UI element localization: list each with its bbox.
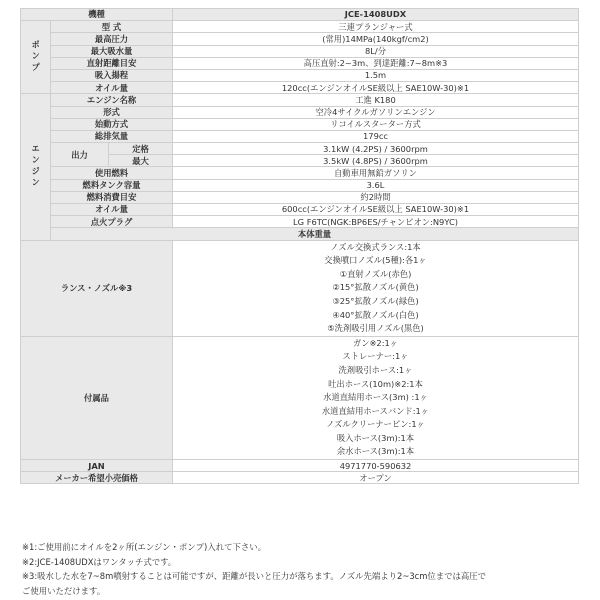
table-row (21, 69, 579, 81)
row-value: 120cc(エンジンオイルSE級以上 SAE10W-30)※1 (173, 82, 579, 94)
row-value: 8L/分 (173, 45, 579, 57)
row-value: 三連プランジャー式 (173, 21, 579, 33)
row-value: 179cc (173, 130, 579, 142)
table-row (21, 118, 579, 130)
row-value: 1.5m (173, 69, 579, 81)
row-label: 本体重量 (51, 228, 579, 240)
output-label: 出力 (51, 143, 109, 167)
row-label: 最大吸水量 (51, 45, 173, 57)
list-item: 吐出ホース(10m)※2:1本 (328, 378, 423, 389)
accessories-label: 付属品 (21, 336, 173, 459)
list-item: 余水ホース(3m):1本 (336, 446, 415, 457)
list-item: ノズル交換式ランス:1本 (330, 241, 421, 252)
list-item: ガン※2:1ヶ (352, 337, 399, 348)
row-label: オイル量 (51, 82, 173, 94)
row-value: (常用)14MPa(140kgf/cm2) (173, 33, 579, 45)
list-item: ノズルクリーナーピン:1ヶ (326, 419, 425, 430)
accessories-items (173, 336, 579, 459)
table-header-row (21, 9, 579, 21)
row-label: オイル量 (51, 204, 173, 216)
row-label: 最高圧力 (51, 33, 173, 45)
row-label: 燃料タンク容量 (51, 179, 173, 191)
list-item: 水道直結用ホースバンド:1ヶ (321, 405, 430, 416)
row-label: エンジン名称 (51, 94, 173, 106)
table-row (21, 94, 579, 106)
footnote: ※2:JCE-1408UDXはワンタッチ式です。 (22, 556, 177, 567)
engine-section-label: エンジン (21, 94, 51, 240)
accessories-row (21, 336, 579, 459)
list-item: 水道直結用ホース(3m) :1ヶ (323, 392, 428, 403)
row-value: 約2時間 (173, 191, 579, 203)
row-label: 最大 (109, 155, 173, 167)
row-label: 定格 (109, 143, 173, 155)
row-value: 工進 K180 (173, 94, 579, 106)
spec-table (20, 8, 579, 484)
row-value: オープン (173, 472, 579, 484)
table-row (21, 191, 579, 203)
row-value: 空冷4サイクルガソリンエンジン (173, 106, 579, 118)
table-row (21, 82, 579, 94)
table-row (21, 216, 579, 228)
footnote: ご使用いただけます。 (22, 586, 106, 597)
pump-section-label: ポンプ (21, 21, 51, 94)
row-label: JAN (21, 460, 173, 472)
list-item: ①直射ノズル(赤色) (339, 268, 412, 279)
row-value: 3.6L (173, 179, 579, 191)
table-row (21, 57, 579, 69)
row-label: 総排気量 (51, 130, 173, 142)
list-item: 洗剤吸引ホース:1ヶ (338, 364, 413, 375)
footnotes (22, 540, 582, 599)
lance-items (173, 240, 579, 336)
row-label: 吸入揚程 (51, 69, 173, 81)
lance-row (21, 240, 579, 336)
table-row (21, 228, 579, 240)
footnote: ※3:吸水した水を7~8m噴射することは可能ですが、距離が長いと圧力が落ちます。ノズル先端より2~3cm位までは高圧で (22, 571, 487, 582)
row-label: 使用燃料 (51, 167, 173, 179)
row-value: 3.5kW (4.8PS) / 3600rpm (173, 155, 579, 167)
table-row (21, 21, 579, 33)
row-label: 始動方式 (51, 118, 173, 130)
model-name: JCE-1408UDX (173, 9, 579, 21)
row-value: 自動車用無鉛ガソリン (173, 167, 579, 179)
table-row (21, 204, 579, 216)
footnote: ※1:ご使用前にオイルを2ヶ所(エンジン・ポンプ)入れて下さい。 (22, 542, 266, 552)
model-header-label: 機種 (21, 9, 173, 21)
row-label: 直射距離目安 (51, 57, 173, 69)
row-label: メーカー希望小売価格 (21, 472, 173, 484)
row-value: 3.1kW (4.2PS) / 3600rpm (173, 143, 579, 155)
row-label: 燃料消費目安 (51, 191, 173, 203)
list-item: ⑤洗剤吸引用ノズル(黒色) (327, 323, 424, 334)
list-item: 交換噴口ノズル(5種):各1ヶ (324, 255, 427, 266)
table-row (21, 33, 579, 45)
list-item: ④40°拡散ノズル(白色) (332, 309, 419, 320)
list-item: ③25°拡散ノズル(緑色) (332, 295, 419, 306)
table-row (21, 130, 579, 142)
row-value: 高压直射:2~3m、到達距離:7~8m※3 (173, 57, 579, 69)
table-row (21, 106, 579, 118)
row-label: 点火プラグ (51, 216, 173, 228)
table-row (21, 167, 579, 179)
lance-label: ランス・ノズル※3 (21, 240, 173, 336)
row-label: 型 式 (51, 21, 173, 33)
table-row (21, 472, 579, 484)
list-item: ストレーナー:1ヶ (342, 351, 409, 362)
row-value: 600cc(エンジンオイルSE級以上 SAE10W-30)※1 (173, 204, 579, 216)
table-row (21, 45, 579, 57)
list-item: ②15°拡散ノズル(黄色) (332, 282, 419, 293)
table-row (21, 143, 579, 155)
row-label: 形式 (51, 106, 173, 118)
table-row (21, 460, 579, 472)
row-value: LG F6TC(NGK:BP6ES/チャンピオン:N9YC) (173, 216, 579, 228)
list-item: 吸入ホース(3m):1本 (336, 432, 415, 443)
table-row (21, 179, 579, 191)
row-value: 4971770-590632 (173, 460, 579, 472)
row-value: リコイルスターター方式 (173, 118, 579, 130)
